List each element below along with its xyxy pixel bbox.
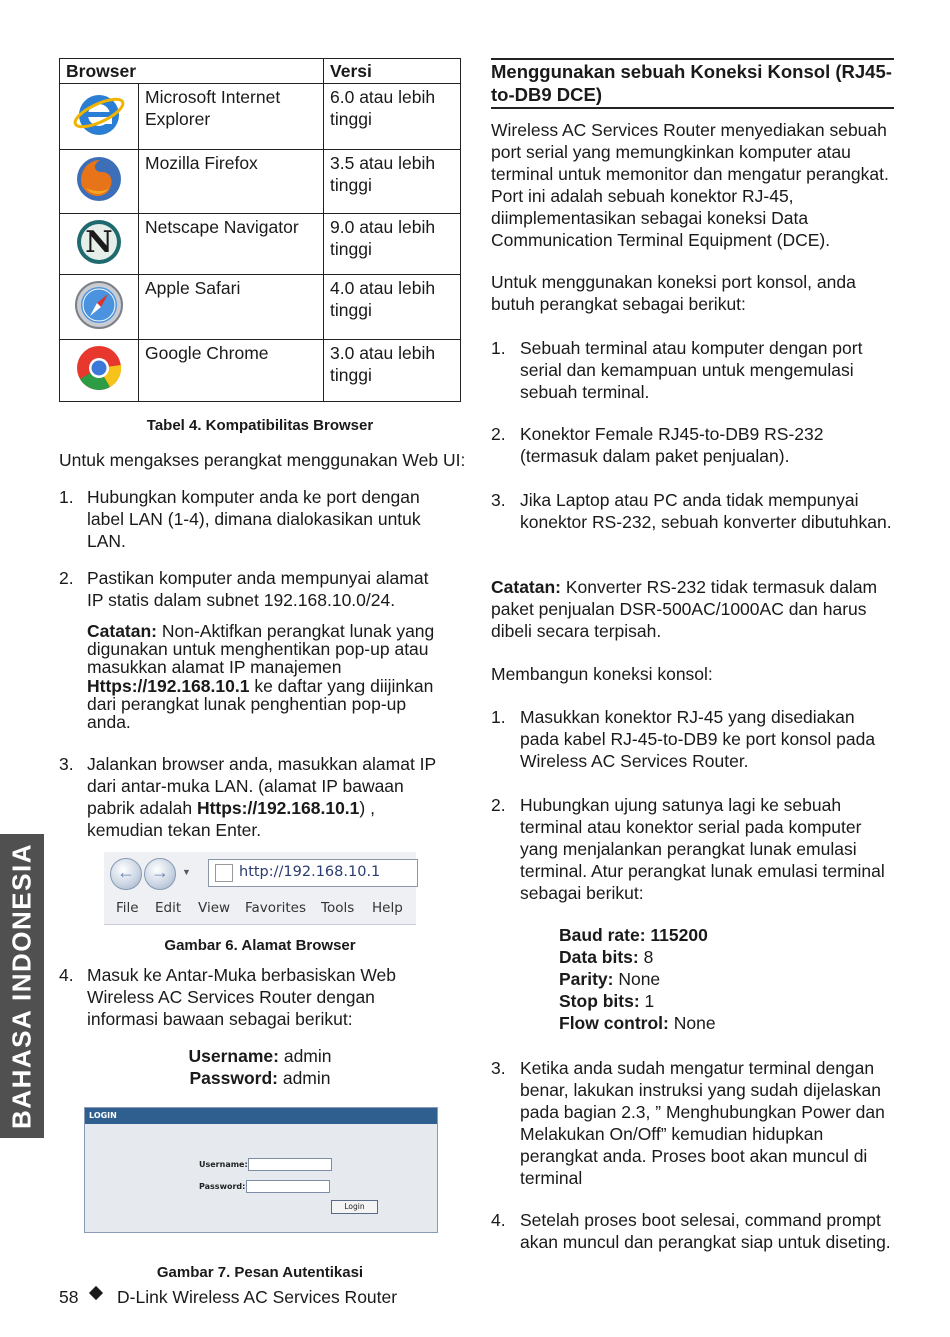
step-number: 2. (59, 568, 74, 588)
setting-value: 1 (639, 991, 655, 1011)
step-text: Hubungkan komputer anda ke port dengan label LAN (1-4), dimana dialokasikan untuk LAN. (87, 487, 421, 551)
login-button[interactable]: Login (331, 1200, 378, 1214)
login-username-input[interactable] (248, 1158, 332, 1171)
table-row (60, 340, 461, 402)
svg-text:N: N (85, 224, 113, 260)
setting-parity (559, 968, 889, 990)
address-input[interactable] (208, 859, 418, 887)
step-number: 4. (491, 1210, 506, 1230)
username-value: admin (278, 1046, 332, 1066)
paragraph: Wireless AC Services Router menyediakan sebuah port serial yang memungkinkan komputer atau terminal untuk memonitor dan mengatur perangkat. Port ini adalah sebuah konektor RJ-45, diimplementasikan sebagai koneksi Data Communication Terminal Equipment (DCE). (491, 120, 889, 250)
forward-button[interactable] (144, 858, 176, 890)
setting-value: None (613, 969, 661, 989)
login-password-input[interactable] (246, 1180, 330, 1193)
browser-address-bar-screenshot (104, 852, 416, 925)
browser-version: 4.0 atau lebih tinggi (324, 275, 461, 340)
setting-label: Stop bits: (559, 991, 640, 1011)
menu-edit[interactable]: Edit (155, 900, 182, 916)
terminal-settings (559, 924, 889, 1034)
chrome-icon (72, 341, 126, 395)
intro-text: Untuk mengakses perangkat menggunakan Web UI: (59, 450, 466, 470)
note-text: Non-Aktifkan perangkat lunak yang digunakan untuk menghentikan pop-up atau masukkan alamat IP manajemen (87, 621, 435, 678)
figure-caption: Gambar 6. Alamat Browser (164, 937, 356, 954)
menu-help[interactable]: Help (372, 900, 403, 916)
note-url: Https://192.168.10.1 (87, 675, 250, 696)
step-number: 1. (59, 487, 74, 507)
step-text: Pastikan komputer anda mempunyai alamat IP statis dalam subnet 192.168.10.0/24. (87, 568, 429, 610)
table-header-version: Versi (324, 59, 461, 84)
table-row (60, 275, 461, 340)
login-header: LOGIN (85, 1108, 437, 1124)
table-row (60, 150, 461, 214)
req-number: 2. (491, 424, 506, 444)
setting-stop-bits (559, 990, 889, 1012)
footer-title: D-Link Wireless AC Services Router (117, 1287, 398, 1307)
menu-tools[interactable]: Tools (321, 900, 355, 916)
step-number: 3. (59, 754, 74, 774)
browser-name: Google Chrome (139, 340, 324, 402)
table-caption: Tabel 4. Kompatibilitas Browser (146, 417, 374, 434)
page-icon (215, 864, 233, 882)
note-block (87, 622, 451, 731)
forward-arrow-icon: → (151, 862, 169, 882)
username-line (59, 1045, 461, 1067)
password-value: admin (277, 1068, 331, 1088)
setting-value: None (668, 1013, 716, 1033)
login-password-label: Password: (199, 1182, 246, 1191)
step-text-part: ) , kemudian tekan Enter. (87, 798, 375, 840)
browser-version: 9.0 atau lebih tinggi (324, 214, 461, 275)
username-label: Username: (188, 1046, 279, 1066)
step-text: Masukkan konektor RJ-45 yang disediakan pada kabel RJ-45-to-DB9 ke port konsol pada Wireless AC Services Router. (520, 707, 876, 771)
password-line (59, 1067, 461, 1089)
password-label: Password: (189, 1068, 278, 1088)
note-text: ke daftar yang diijinkan dari perangkat lunak penghentian pop-up anda. (87, 675, 434, 733)
firefox-icon (72, 152, 126, 206)
login-screenshot (84, 1107, 438, 1233)
browser-version: 3.5 atau lebih tinggi (324, 150, 461, 214)
req-number: 3. (491, 490, 506, 510)
netscape-icon (72, 215, 126, 269)
browser-version: 3.0 atau lebih tinggi (324, 340, 461, 402)
step-text (87, 753, 451, 841)
step-text: Ketika anda sudah mengatur terminal dengan benar, lakukan instruksi yang sudah dijelaskan pada bagian 2.3, ” Menghubungkan Power dan Melakukan On/Off” kemudian hidupkan perangkat anda. Proses boot akan muncul di terminal (520, 1058, 885, 1188)
dropdown-arrow-icon[interactable]: ▼ (182, 867, 191, 877)
step-number: 2. (491, 795, 506, 815)
note-text: Konverter RS-232 tidak termasuk dalam paket penjualan DSR-500AC/1000AC dan harus dibeli secara terpisah. (491, 577, 878, 641)
step-url: Https://192.168.10.1 (196, 798, 360, 818)
browser-version: 6.0 atau lebih tinggi (324, 84, 461, 150)
browser-compatibility-table (59, 58, 461, 402)
browser-name: Mozilla Firefox (139, 150, 324, 214)
browser-name: Microsoft Internet Explorer (139, 84, 324, 150)
browser-name: Netscape Navigator (139, 214, 324, 275)
back-button[interactable] (110, 858, 142, 890)
heading-rule-bottom (491, 107, 894, 109)
setting-data-bits (559, 946, 889, 968)
table-row (60, 84, 461, 150)
req-text: Jika Laptop atau PC anda tidak mempunyai konektor RS-232, sebuah konverter dibutuhkan. (520, 490, 892, 532)
browser-name: Apple Safari (139, 275, 324, 340)
paragraph: Membangun koneksi konsol: (491, 664, 713, 684)
setting-label: Data bits: (559, 947, 639, 967)
note-label: Catatan: (491, 577, 562, 597)
req-text: Konektor Female RJ45-to-DB9 RS-232 (termasuk dalam paket penjualan). (520, 424, 824, 466)
diamond-icon (89, 1286, 103, 1300)
table-row (60, 214, 461, 275)
req-number: 1. (491, 338, 506, 358)
address-text: http://192.168.10.1 (239, 864, 381, 880)
setting-baud-rate (559, 924, 889, 946)
step-number: 4. (59, 965, 74, 985)
step-text: Hubungkan ujung satunya lagi ke sebuah terminal atau konektor serial pada komputer yang menjalankan perangkat lunak emulasi terminal. Atur perangkat lunak emulasi terminal sebagai berikut: (520, 795, 885, 903)
note-block (491, 576, 894, 642)
step-text-part: Jalankan browser anda, masukkan alamat IP dari antar-muka LAN. (alamat IP bawaan pabrik adalah (87, 754, 436, 818)
note-label: Catatan: (87, 621, 158, 641)
req-text: Sebuah terminal atau komputer dengan port serial dan kemampuan untuk mengemulasi sebuah terminal. (520, 338, 863, 402)
login-username-label: Username: (199, 1160, 248, 1169)
language-side-tab (0, 834, 44, 1138)
menu-favorites[interactable]: Favorites (245, 900, 306, 916)
setting-flow-control (559, 1012, 889, 1034)
setting-value: 8 (638, 947, 654, 967)
table-header-browser: Browser (60, 59, 324, 84)
menu-view[interactable]: View (198, 900, 231, 916)
paragraph: Untuk menggunakan koneksi port konsol, anda butuh perangkat sebagai berikut: (491, 272, 856, 314)
step-number: 3. (491, 1058, 506, 1078)
setting-label: Parity: (559, 969, 614, 989)
figure-caption: Gambar 7. Pesan Autentikasi (156, 1264, 364, 1281)
internet-explorer-icon (71, 86, 127, 142)
step-text: Masuk ke Antar-Muka berbasiskan Web Wireless AC Services Router dengan informasi bawaan sebagai berikut: (87, 965, 396, 1029)
safari-icon (72, 278, 126, 332)
page-number: 58 (59, 1287, 79, 1307)
setting-label: Baud rate: 115200 (559, 925, 708, 945)
menu-file[interactable]: File (116, 900, 139, 916)
step-number: 1. (491, 707, 506, 727)
side-tab-label: BAHASA INDONESIA (6, 843, 37, 1129)
step-text: Setelah proses boot selesai, command prompt akan muncul dan perangkat siap untuk diseting. (520, 1210, 891, 1252)
setting-label: Flow control: (559, 1013, 669, 1033)
section-heading: Menggunakan sebuah Koneksi Konsol (RJ45-to-DB9 DCE) (491, 61, 892, 105)
back-arrow-icon: ← (117, 862, 135, 882)
